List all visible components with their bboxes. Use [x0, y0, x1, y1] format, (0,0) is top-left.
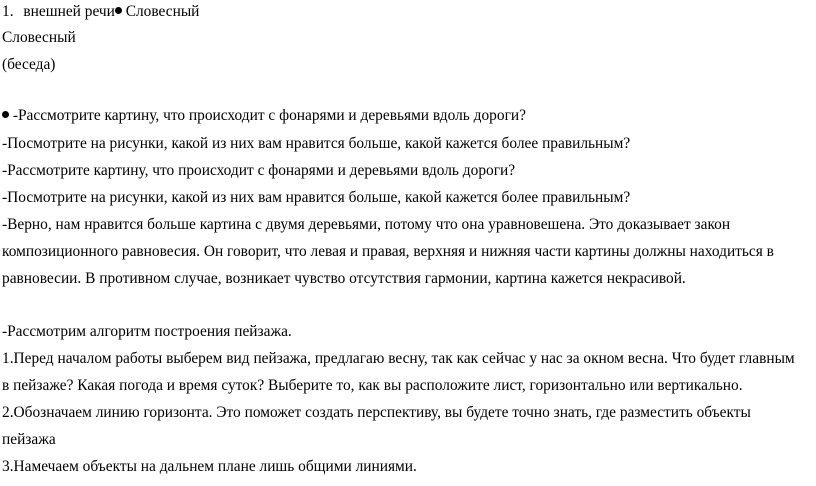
paragraph: -Рассмотрите картину, что происходит с фонарями и деревьями вдоль дороги?: [2, 162, 516, 179]
paragraph: пейзажа: [2, 431, 56, 448]
paragraph: -Посмотрите на рисунки, какой из них вам нравится больше, какой кажется более правильным?: [2, 189, 631, 206]
paragraph: 1.Перед началом работы выберем вид пейзажа, предлагаю весну, так как сейчас у нас за окном весна. Что будет главным: [2, 350, 795, 367]
method-name: Словесный: [2, 29, 76, 46]
paragraph: -Посмотрите на рисунки, какой из них вам нравится больше, какой кажется более правильным?: [2, 135, 631, 152]
bullet-icon: [2, 111, 9, 118]
paragraph: -Рассмотрим алгоритм построения пейзажа.: [2, 323, 292, 340]
list-number: 1.: [2, 3, 14, 20]
header-text-a: внешней речи: [23, 3, 115, 20]
method-type: (беседа): [2, 56, 56, 73]
bullet-icon: [115, 7, 122, 14]
paragraph: -Верно, нам нравится больше картина с двумя деревьями, потому что она уравновешена. Это доказывает закон: [2, 216, 731, 233]
paragraph: равновесии. В противном случае, возникает чувство отсутствия гармонии, картина кажется некрасивой.: [2, 270, 686, 287]
paragraph: 2.Обозначаем линию горизонта. Это поможет создать перспективу, вы будете точно знать, где разместить объекты: [2, 404, 751, 421]
paragraph: в пейзаже? Какая погода и время суток? Выберите то, как вы расположите лист, горизонтально или вертикально.: [2, 377, 743, 394]
paragraph: [2, 106, 526, 126]
paragraph: 3.Намечаем объекты на дальнем плане лишь общими линиями.: [2, 458, 417, 475]
document-header: [2, 2, 199, 22]
paragraph-text: -Рассмотрите картину, что происходит с фонарями и деревьями вдоль дороги?: [9, 107, 526, 124]
paragraph: композиционного равновесия. Он говорит, что левая и правая, верхняя и нижняя части картины должны находиться в: [2, 243, 774, 260]
header-text-b: Словесный: [125, 3, 200, 20]
